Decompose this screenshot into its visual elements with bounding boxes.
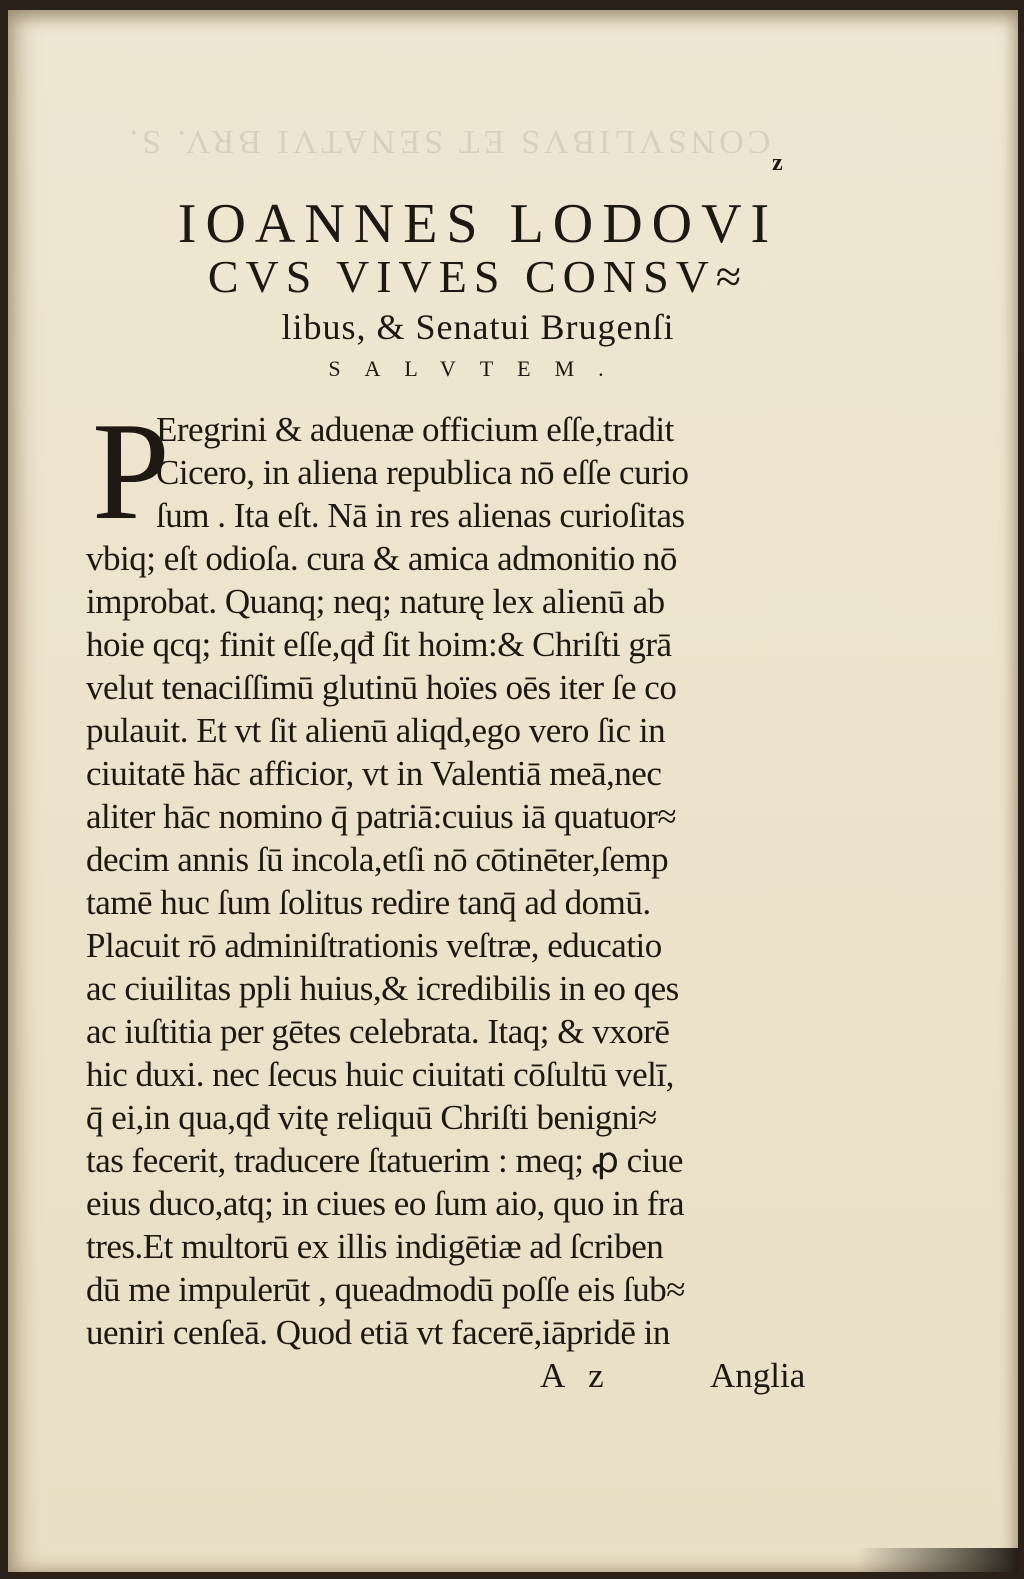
bleed-through-text: CONSVLIBVS ET SENATVI BRV. S. [125, 123, 771, 160]
heading-line-1: IOANNES LODOVI [177, 193, 779, 255]
drop-cap: P [92, 394, 170, 549]
body-text [86, 408, 856, 1354]
heading-line-2: CVS VIVES CONSV≈ [207, 251, 749, 302]
body-line: dū me impulerūt , queadmodū poſſe eis ſub≈ [86, 1270, 685, 1309]
body-line: q̄ ei,in qua,qđ vitę reliquū Chriſti benigni≈ [86, 1098, 657, 1137]
body-line: pulauit. Et vt ſit alienū aliqd,ego vero ſic in [86, 711, 666, 750]
body-line: ac ciuilitas ppli huius,& icredibilis in eo qes [86, 969, 679, 1008]
body-line: hoie qcq; finit eſſe,qđ ſit hoim:& Chriſti grā [86, 625, 672, 664]
body-line: Eregrini & aduenæ officium eſſe,tradit [156, 410, 674, 449]
body-line: ac iuſtitia per gētes celebrata. Itaq; & vxorē [86, 1012, 670, 1051]
body-line: tamē huc ſum ſolitus redire tanq̄ ad domū. [86, 883, 651, 922]
heading-line-3: libus, & Senatui Brugenſi [281, 307, 675, 347]
body-line: decim annis ſū incola,etſi nō cōtinēter,ſemp [86, 840, 669, 879]
body-line: aliter hāc nomino q̄ patriā:cuius iā quatuor≈ [86, 797, 677, 836]
body-line: velut tenaciſſimū glutinū hoïes oēs iter ſe co [86, 668, 677, 707]
page-edge-shadow [858, 1548, 1018, 1572]
body-line: improbat. Quanq; neq; naturę lex alienū ab [86, 582, 665, 621]
body-line: ciuitatē hāc afficior, vt in Valentiā meā,nec [86, 754, 662, 793]
signature-mark: A z [540, 1356, 612, 1395]
body-line: ueniri cenſeā. Quod etiā vt facerē,iāpridē in [86, 1313, 670, 1352]
folio-mark: z [772, 150, 783, 176]
body-line: vbiq; eſt odioſa. cura & amica admonitio nō [86, 539, 677, 578]
body-line: tres.Et multorū ex illis indigētiæ ad ſcriben [86, 1227, 664, 1266]
body-line: ſum . Ita eſt. Nā in res alienas curioſitas [156, 496, 685, 535]
body-line: Cicero, in aliena republica nō eſſe curio [156, 453, 689, 492]
body-line: eius duco,atq; in ciues eo ſum aio, quo in fra [86, 1184, 685, 1223]
heading-salutem: SALVTEM. [328, 356, 628, 381]
catchword: Anglia [710, 1356, 806, 1395]
body-line: hic duxi. nec ſecus huic ciuitati cōſultū velī, [86, 1055, 674, 1094]
body-line: tas fecerit, traducere ſtatuerim : meq; ꝓ ciue [86, 1141, 683, 1180]
book-page [8, 10, 1018, 1572]
body-line: Placuit rō adminiſtrationis veſtræ, educatio [86, 926, 662, 965]
